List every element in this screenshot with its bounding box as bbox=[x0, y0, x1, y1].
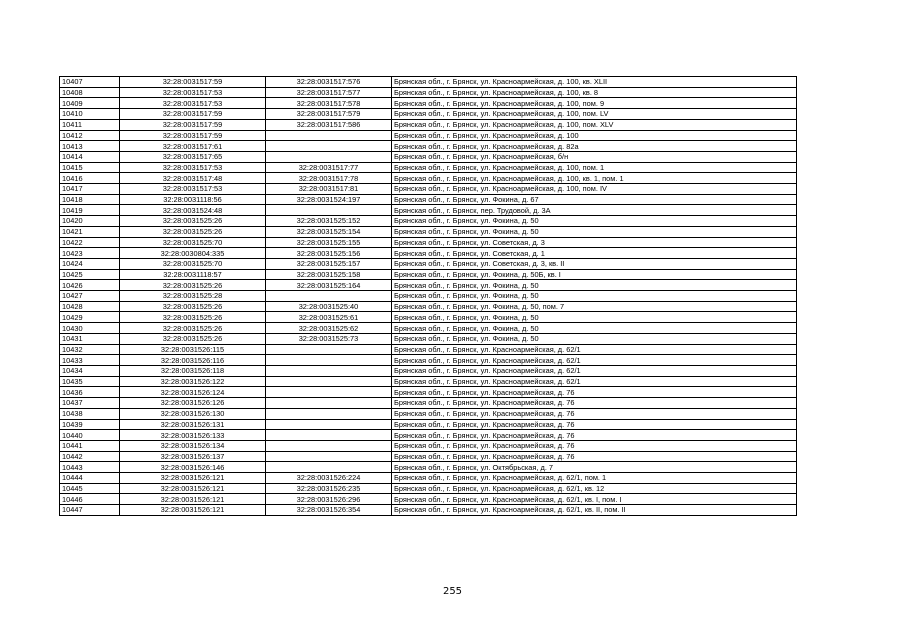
table-row bbox=[60, 483, 797, 494]
table-row bbox=[60, 323, 797, 334]
address-cell: Брянская обл., г. Брянск, ул. Фокина, д. 50 bbox=[392, 312, 797, 323]
table-row bbox=[60, 494, 797, 505]
table-row bbox=[60, 194, 797, 205]
linked-object-cell bbox=[266, 205, 392, 216]
table-row bbox=[60, 184, 797, 195]
table-row bbox=[60, 162, 797, 173]
cadastral-number-cell: 32:28:0031526:121 bbox=[120, 505, 266, 516]
row-number-cell: 10420 bbox=[60, 216, 120, 227]
address-cell: Брянская обл., г. Брянск, ул. Красноармейская, д. 62/1 bbox=[392, 355, 797, 366]
table-row bbox=[60, 216, 797, 227]
cadastral-number-cell: 32:28:0031517:53 bbox=[120, 87, 266, 98]
row-number-cell: 10410 bbox=[60, 109, 120, 120]
cadastral-number-cell: 32:28:0031118:57 bbox=[120, 269, 266, 280]
table-row bbox=[60, 451, 797, 462]
linked-object-cell: 32:28:0031525:164 bbox=[266, 280, 392, 291]
row-number-cell: 10430 bbox=[60, 323, 120, 334]
table-row bbox=[60, 141, 797, 152]
linked-object-cell: 32:28:0031525:155 bbox=[266, 237, 392, 248]
linked-object-cell: 32:28:0031517:576 bbox=[266, 77, 392, 88]
table-row bbox=[60, 130, 797, 141]
address-cell: Брянская обл., г. Брянск, ул. Советская, д. 3, кв. II bbox=[392, 258, 797, 269]
cadastral-number-cell: 32:28:0031526:126 bbox=[120, 398, 266, 409]
address-cell: Брянская обл., г. Брянск, ул. Фокина, д. 50Б, кв. I bbox=[392, 269, 797, 280]
linked-object-cell: 32:28:0031525:154 bbox=[266, 226, 392, 237]
row-number-cell: 10440 bbox=[60, 430, 120, 441]
table-row bbox=[60, 226, 797, 237]
address-cell: Брянская обл., г. Брянск, ул. Красноармейская, д. 82а bbox=[392, 141, 797, 152]
linked-object-cell: 32:28:0031525:61 bbox=[266, 312, 392, 323]
address-cell: Брянская обл., г. Брянск, ул. Красноармейская, д. 62/1 bbox=[392, 376, 797, 387]
table-row bbox=[60, 151, 797, 162]
linked-object-cell: 32:28:0031517:78 bbox=[266, 173, 392, 184]
table-row bbox=[60, 473, 797, 484]
cadastral-number-cell: 32:28:0031525:26 bbox=[120, 323, 266, 334]
row-number-cell: 10447 bbox=[60, 505, 120, 516]
row-number-cell: 10417 bbox=[60, 184, 120, 195]
linked-object-cell bbox=[266, 355, 392, 366]
address-cell: Брянская обл., г. Брянск, ул. Красноармейская, д. 62/1, кв. 12 bbox=[392, 483, 797, 494]
address-cell: Брянская обл., г. Брянск, ул. Фокина, д. 50, пом. 7 bbox=[392, 301, 797, 312]
address-cell: Брянская обл., г. Брянск, ул. Красноармейская, д. 100, пом. IV bbox=[392, 184, 797, 195]
address-cell: Брянская обл., г. Брянск, ул. Красноармейская, д. 76 bbox=[392, 408, 797, 419]
row-number-cell: 10423 bbox=[60, 248, 120, 259]
address-cell: Брянская обл., г. Брянск, ул. Фокина, д. 50 bbox=[392, 280, 797, 291]
cadastral-number-cell: 32:28:0031517:59 bbox=[120, 130, 266, 141]
address-cell: Брянская обл., г. Брянск, ул. Красноармейская, д. 62/1, кв. I, пом. I bbox=[392, 494, 797, 505]
linked-object-cell bbox=[266, 387, 392, 398]
row-number-cell: 10435 bbox=[60, 376, 120, 387]
row-number-cell: 10436 bbox=[60, 387, 120, 398]
linked-object-cell: 32:28:0031517:578 bbox=[266, 98, 392, 109]
cadastral-number-cell: 32:28:0031517:59 bbox=[120, 77, 266, 88]
linked-object-cell: 32:28:0031526:224 bbox=[266, 473, 392, 484]
address-cell: Брянская обл., г. Брянск, ул. Фокина, д. 50 bbox=[392, 291, 797, 302]
linked-object-cell bbox=[266, 430, 392, 441]
linked-object-cell bbox=[266, 151, 392, 162]
cadastral-number-cell: 32:28:0031526:121 bbox=[120, 483, 266, 494]
row-number-cell: 10424 bbox=[60, 258, 120, 269]
cadastral-number-cell: 32:28:0031517:48 bbox=[120, 173, 266, 184]
row-number-cell: 10429 bbox=[60, 312, 120, 323]
row-number-cell: 10416 bbox=[60, 173, 120, 184]
linked-object-cell: 32:28:0031526:235 bbox=[266, 483, 392, 494]
address-cell: Брянская обл., г. Брянск, ул. Красноармейская, д. 62/1, пом. 1 bbox=[392, 473, 797, 484]
linked-object-cell: 32:28:0031524:197 bbox=[266, 194, 392, 205]
row-number-cell: 10411 bbox=[60, 119, 120, 130]
address-cell: Брянская обл., г. Брянск, ул. Красноармейская, д. 76 bbox=[392, 430, 797, 441]
table-row bbox=[60, 77, 797, 88]
cadastral-number-cell: 32:28:0031525:26 bbox=[120, 312, 266, 323]
table-row bbox=[60, 398, 797, 409]
table-row bbox=[60, 87, 797, 98]
address-cell: Брянская обл., г. Брянск, ул. Красноармейская, д. 76 bbox=[392, 387, 797, 398]
row-number-cell: 10428 bbox=[60, 301, 120, 312]
row-number-cell: 10431 bbox=[60, 333, 120, 344]
cadastral-number-cell: 32:28:0031525:26 bbox=[120, 333, 266, 344]
cadastral-number-cell: 32:28:0031517:53 bbox=[120, 184, 266, 195]
table-row bbox=[60, 387, 797, 398]
cadastral-number-cell: 32:28:0031525:28 bbox=[120, 291, 266, 302]
registry-table-body bbox=[60, 77, 797, 516]
table-row bbox=[60, 269, 797, 280]
table-row bbox=[60, 505, 797, 516]
registry-table bbox=[59, 76, 797, 516]
cadastral-number-cell: 32:28:0031526:118 bbox=[120, 365, 266, 376]
cadastral-number-cell: 32:28:0031526:115 bbox=[120, 344, 266, 355]
table-row bbox=[60, 419, 797, 430]
row-number-cell: 10421 bbox=[60, 226, 120, 237]
row-number-cell: 10444 bbox=[60, 473, 120, 484]
row-number-cell: 10407 bbox=[60, 77, 120, 88]
address-cell: Брянская обл., г. Брянск, ул. Красноармейская, д. 100, пом. LV bbox=[392, 109, 797, 120]
address-cell: Брянская обл., г. Брянск, ул. Красноармейская, д. 100, кв. 1, пом. 1 bbox=[392, 173, 797, 184]
row-number-cell: 10432 bbox=[60, 344, 120, 355]
table-row bbox=[60, 462, 797, 473]
cadastral-number-cell: 32:28:0031526:116 bbox=[120, 355, 266, 366]
linked-object-cell: 32:28:0031525:62 bbox=[266, 323, 392, 334]
cadastral-number-cell: 32:28:0031525:26 bbox=[120, 280, 266, 291]
address-cell: Брянская обл., г. Брянск, ул. Красноармейская, д. 76 bbox=[392, 398, 797, 409]
cadastral-number-cell: 32:28:0031526:122 bbox=[120, 376, 266, 387]
row-number-cell: 10446 bbox=[60, 494, 120, 505]
table-row bbox=[60, 237, 797, 248]
row-number-cell: 10438 bbox=[60, 408, 120, 419]
table-row bbox=[60, 430, 797, 441]
address-cell: Брянская обл., г. Брянск, ул. Красноармейская, д. 100 bbox=[392, 130, 797, 141]
address-cell: Брянская обл., г. Брянск, ул. Фокина, д. 50 bbox=[392, 226, 797, 237]
row-number-cell: 10433 bbox=[60, 355, 120, 366]
address-cell: Брянская обл., г. Брянск, ул. Красноармейская, д. 76 bbox=[392, 440, 797, 451]
cadastral-number-cell: 32:28:0030804:335 bbox=[120, 248, 266, 259]
table-row bbox=[60, 355, 797, 366]
row-number-cell: 10437 bbox=[60, 398, 120, 409]
linked-object-cell bbox=[266, 141, 392, 152]
row-number-cell: 10419 bbox=[60, 205, 120, 216]
table-row bbox=[60, 291, 797, 302]
cadastral-number-cell: 32:28:0031517:59 bbox=[120, 109, 266, 120]
cadastral-number-cell: 32:28:0031526:131 bbox=[120, 419, 266, 430]
address-cell: Брянская обл., г. Брянск, ул. Фокина, д. 67 bbox=[392, 194, 797, 205]
row-number-cell: 10418 bbox=[60, 194, 120, 205]
row-number-cell: 10439 bbox=[60, 419, 120, 430]
address-cell: Брянская обл., г. Брянск, ул. Красноармейская, д. 62/1 bbox=[392, 344, 797, 355]
linked-object-cell bbox=[266, 130, 392, 141]
address-cell: Брянская обл., г. Брянск, ул. Красноармейская, д. 100, кв. XLII bbox=[392, 77, 797, 88]
cadastral-number-cell: 32:28:0031526:133 bbox=[120, 430, 266, 441]
linked-object-cell: 32:28:0031525:40 bbox=[266, 301, 392, 312]
table-row bbox=[60, 280, 797, 291]
row-number-cell: 10442 bbox=[60, 451, 120, 462]
cadastral-number-cell: 32:28:0031524:48 bbox=[120, 205, 266, 216]
cadastral-number-cell: 32:28:0031525:26 bbox=[120, 216, 266, 227]
row-number-cell: 10443 bbox=[60, 462, 120, 473]
table-row bbox=[60, 119, 797, 130]
row-number-cell: 10409 bbox=[60, 98, 120, 109]
row-number-cell: 10422 bbox=[60, 237, 120, 248]
linked-object-cell bbox=[266, 344, 392, 355]
address-cell: Брянская обл., г. Брянск, ул. Красноармейская, д. 62/1 bbox=[392, 365, 797, 376]
linked-object-cell bbox=[266, 376, 392, 387]
address-cell: Брянская обл., г. Брянск, ул. Фокина, д. 50 bbox=[392, 333, 797, 344]
address-cell: Брянская обл., г. Брянск, ул. Советская, д. 1 bbox=[392, 248, 797, 259]
table-row bbox=[60, 333, 797, 344]
cadastral-number-cell: 32:28:0031526:121 bbox=[120, 494, 266, 505]
row-number-cell: 10408 bbox=[60, 87, 120, 98]
table-row bbox=[60, 258, 797, 269]
address-cell: Брянская обл., г. Брянск, ул. Советская, д. 3 bbox=[392, 237, 797, 248]
address-cell: Брянская обл., г. Брянск, ул. Красноармейская, д. 100, пом. 1 bbox=[392, 162, 797, 173]
address-cell: Брянская обл., г. Брянск, ул. Фокина, д. 50 bbox=[392, 323, 797, 334]
cadastral-number-cell: 32:28:0031526:137 bbox=[120, 451, 266, 462]
linked-object-cell bbox=[266, 365, 392, 376]
cadastral-number-cell: 32:28:0031526:121 bbox=[120, 473, 266, 484]
linked-object-cell: 32:28:0031526:354 bbox=[266, 505, 392, 516]
page-number: 255 bbox=[442, 586, 463, 597]
linked-object-cell bbox=[266, 408, 392, 419]
cadastral-number-cell: 32:28:0031526:130 bbox=[120, 408, 266, 419]
table-row bbox=[60, 301, 797, 312]
linked-object-cell: 32:28:0031525:158 bbox=[266, 269, 392, 280]
cadastral-number-cell: 32:28:0031517:65 bbox=[120, 151, 266, 162]
address-cell: Брянская обл., г. Брянск, ул. Октябрьская, д. 7 bbox=[392, 462, 797, 473]
table-row bbox=[60, 344, 797, 355]
row-number-cell: 10413 bbox=[60, 141, 120, 152]
table-row bbox=[60, 376, 797, 387]
address-cell: Брянская обл., г. Брянск, ул. Красноармейская, д. 100, пом. 9 bbox=[392, 98, 797, 109]
row-number-cell: 10427 bbox=[60, 291, 120, 302]
address-cell: Брянская обл., г. Брянск, ул. Красноармейская, д. 76 bbox=[392, 451, 797, 462]
linked-object-cell: 32:28:0031517:586 bbox=[266, 119, 392, 130]
row-number-cell: 10415 bbox=[60, 162, 120, 173]
linked-object-cell bbox=[266, 419, 392, 430]
cadastral-number-cell: 32:28:0031525:70 bbox=[120, 258, 266, 269]
address-cell: Брянская обл., г. Брянск, ул. Красноармейская, д. 62/1, кв. II, пом. II bbox=[392, 505, 797, 516]
table-row bbox=[60, 248, 797, 259]
table-row bbox=[60, 365, 797, 376]
address-cell: Брянская обл., г. Брянск, ул. Красноармейская, б/н bbox=[392, 151, 797, 162]
cadastral-number-cell: 32:28:0031525:26 bbox=[120, 226, 266, 237]
cadastral-number-cell: 32:28:0031517:59 bbox=[120, 119, 266, 130]
linked-object-cell: 32:28:0031525:73 bbox=[266, 333, 392, 344]
linked-object-cell: 32:28:0031525:156 bbox=[266, 248, 392, 259]
row-number-cell: 10441 bbox=[60, 440, 120, 451]
row-number-cell: 10445 bbox=[60, 483, 120, 494]
linked-object-cell bbox=[266, 462, 392, 473]
address-cell: Брянская обл., г. Брянск, ул. Красноармейская, д. 100, пом. XLV bbox=[392, 119, 797, 130]
row-number-cell: 10425 bbox=[60, 269, 120, 280]
table-row bbox=[60, 98, 797, 109]
cadastral-number-cell: 32:28:0031118:56 bbox=[120, 194, 266, 205]
address-cell: Брянская обл., г. Брянск, ул. Красноармейская, д. 100, кв. 8 bbox=[392, 87, 797, 98]
linked-object-cell: 32:28:0031517:577 bbox=[266, 87, 392, 98]
row-number-cell: 10412 bbox=[60, 130, 120, 141]
linked-object-cell: 32:28:0031526:296 bbox=[266, 494, 392, 505]
table-row bbox=[60, 173, 797, 184]
table-row bbox=[60, 109, 797, 120]
linked-object-cell bbox=[266, 291, 392, 302]
address-cell: Брянская обл., г. Брянск, пер. Трудовой, д. 3А bbox=[392, 205, 797, 216]
cadastral-number-cell: 32:28:0031526:134 bbox=[120, 440, 266, 451]
table-row bbox=[60, 205, 797, 216]
address-cell: Брянская обл., г. Брянск, ул. Фокина, д. 50 bbox=[392, 216, 797, 227]
cadastral-number-cell: 32:28:0031517:61 bbox=[120, 141, 266, 152]
cadastral-number-cell: 32:28:0031525:26 bbox=[120, 301, 266, 312]
linked-object-cell: 32:28:0031525:152 bbox=[266, 216, 392, 227]
cadastral-number-cell: 32:28:0031517:53 bbox=[120, 162, 266, 173]
cadastral-number-cell: 32:28:0031526:124 bbox=[120, 387, 266, 398]
linked-object-cell bbox=[266, 398, 392, 409]
row-number-cell: 10426 bbox=[60, 280, 120, 291]
table-row bbox=[60, 312, 797, 323]
row-number-cell: 10414 bbox=[60, 151, 120, 162]
linked-object-cell: 32:28:0031517:579 bbox=[266, 109, 392, 120]
cadastral-number-cell: 32:28:0031526:146 bbox=[120, 462, 266, 473]
linked-object-cell: 32:28:0031525:157 bbox=[266, 258, 392, 269]
linked-object-cell bbox=[266, 440, 392, 451]
cadastral-number-cell: 32:28:0031517:53 bbox=[120, 98, 266, 109]
address-cell: Брянская обл., г. Брянск, ул. Красноармейская, д. 76 bbox=[392, 419, 797, 430]
linked-object-cell bbox=[266, 451, 392, 462]
cadastral-number-cell: 32:28:0031525:70 bbox=[120, 237, 266, 248]
linked-object-cell: 32:28:0031517:77 bbox=[266, 162, 392, 173]
table-row bbox=[60, 408, 797, 419]
table-row bbox=[60, 440, 797, 451]
linked-object-cell: 32:28:0031517:81 bbox=[266, 184, 392, 195]
row-number-cell: 10434 bbox=[60, 365, 120, 376]
